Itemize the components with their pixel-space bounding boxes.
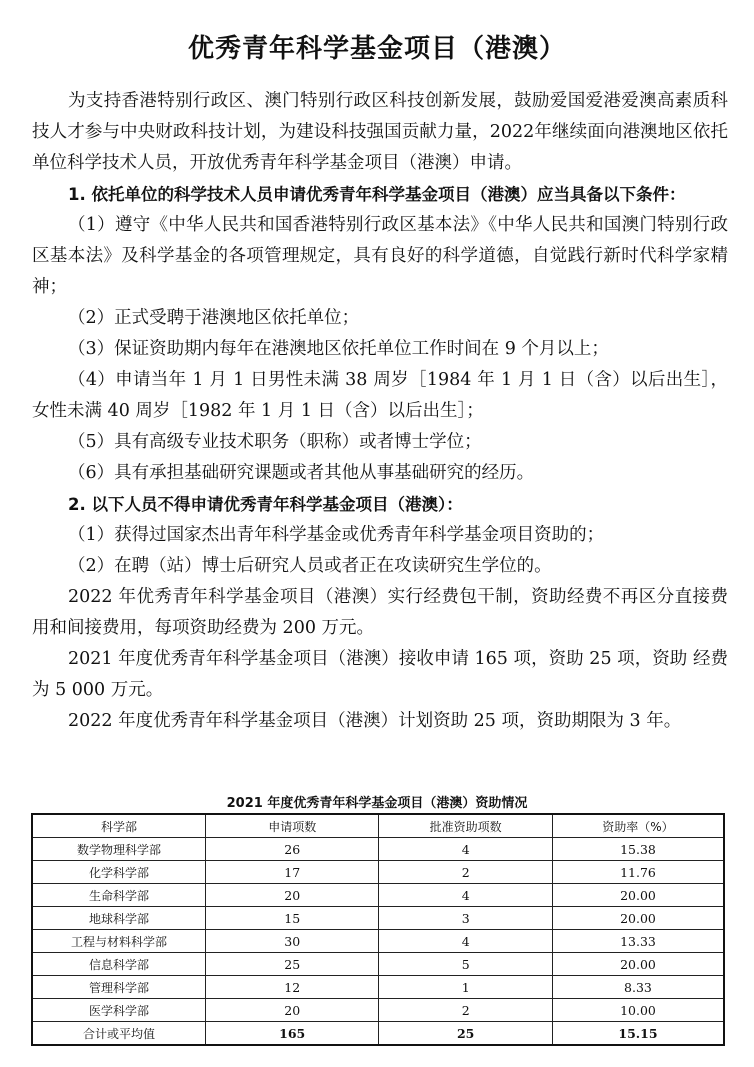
cell-department: 生命科学部: [32, 884, 205, 907]
intro-paragraph: 为支持香港特别行政区、澳门特别行政区科技创新发展，鼓励爱国爱港爱澳高素质科技人才参与中央财政科技计划，为建设科技强国贡献力量，2022年继续面向港澳地区依托单位科学技术人员，开放优秀青年科学基金项目（港澳）申请。: [32, 91, 728, 173]
cell-rate: 20.00: [552, 907, 724, 930]
table-header-row: [32, 814, 724, 838]
page-title: 优秀青年科学基金项目（港澳）: [187, 34, 566, 64]
cell-applications: 20: [205, 884, 379, 907]
cell-total-rate: 15.15: [552, 1022, 724, 1046]
column-header: 批准资助项数: [379, 814, 552, 838]
table-row: [32, 907, 724, 930]
cell-department: 管理科学部: [32, 976, 205, 999]
cell-approved: 3: [379, 907, 552, 930]
cell-approved: 1: [379, 976, 552, 999]
stats-2021-paragraph: 2021 年度优秀青年科学基金项目（港澳）接收申请 165 项，资助 25 项，资助 经费为 5 000 万元。: [32, 649, 728, 700]
condition-item: （6）具有承担基础研究课题或者其他从事基础研究的经历。: [68, 463, 535, 483]
cell-total-label: 合计或平均值: [32, 1022, 205, 1046]
column-header: 申请项数: [205, 814, 379, 838]
cell-department: 化学科学部: [32, 861, 205, 884]
funding-table: [31, 813, 725, 1046]
condition-item: （5）具有高级专业技术职务（职称）或者博士学位；: [68, 432, 482, 452]
section-heading-exclusions: 2. 以下人员不得申请优秀青年科学基金项目（港澳）：: [68, 495, 463, 514]
cell-total-approved: 25: [379, 1022, 552, 1046]
column-header: 资助率（%）: [552, 814, 724, 838]
cell-applications: 15: [205, 907, 379, 930]
table-caption: 2021 年度优秀青年科学基金项目（港澳）资助情况: [226, 796, 528, 811]
cell-rate: 20.00: [552, 884, 724, 907]
cell-approved: 2: [379, 999, 552, 1022]
cell-rate: 8.33: [552, 976, 724, 999]
table-total-row: [32, 1022, 724, 1046]
condition-item: （1）遵守《中华人民共和国香港特别行政区基本法》《中华人民共和国澳门特别行政区基本法》及科学基金的各项管理规定，具有良好的科学道德，自觉践行新时代科学家精神；: [32, 215, 728, 297]
cell-approved: 2: [379, 861, 552, 884]
cell-department: 数学物理科学部: [32, 838, 205, 861]
cell-rate: 15.38: [552, 838, 724, 861]
cell-applications: 30: [205, 930, 379, 953]
exclusion-item: （1）获得过国家杰出青年科学基金或优秀青年科学基金项目资助的；: [68, 525, 605, 545]
article-body: [32, 86, 728, 737]
cell-applications: 25: [205, 953, 379, 976]
cell-total-applications: 165: [205, 1022, 379, 1046]
plan-2022-paragraph: 2022 年度优秀青年科学基金项目（港澳）计划资助 25 项，资助期限为 3 年。: [68, 711, 682, 731]
cell-department: 信息科学部: [32, 953, 205, 976]
table-row: [32, 930, 724, 953]
cell-applications: 26: [205, 838, 379, 861]
condition-item: （4）申请当年 1 月 1 日男性未满 38 周岁［1984 年 1 月 1 日（含）以后出生］，女性未满 40 周岁［1982 年 1 月 1 日（含）以后出生］；: [32, 370, 728, 421]
cell-applications: 20: [205, 999, 379, 1022]
condition-item: （3）保证资助期内每年在港澳地区依托单位工作时间在 9 个月以上；: [68, 339, 609, 359]
table-row: [32, 861, 724, 884]
cell-department: 医学科学部: [32, 999, 205, 1022]
cell-department: 工程与材料科学部: [32, 930, 205, 953]
table-row: [32, 838, 724, 861]
cell-department: 地球科学部: [32, 907, 205, 930]
section-heading-eligibility: 1. 依托单位的科学技术人员申请优秀青年科学基金项目（港澳）应当具备以下条件：: [68, 185, 686, 204]
cell-applications: 12: [205, 976, 379, 999]
cell-rate: 11.76: [552, 861, 724, 884]
cell-rate: 20.00: [552, 953, 724, 976]
cell-approved: 5: [379, 953, 552, 976]
table-row: [32, 999, 724, 1022]
cell-approved: 4: [379, 838, 552, 861]
condition-item: （2）正式受聘于港澳地区依托单位；: [68, 308, 360, 328]
table-row: [32, 976, 724, 999]
funding-paragraph: 2022 年优秀青年科学基金项目（港澳）实行经费包干制，资助经费不再区分直接费用和间接费用，每项资助经费为 200 万元。: [32, 587, 728, 638]
column-header: 科学部: [32, 814, 205, 838]
exclusion-item: （2）在聘（站）博士后研究人员或者正在攻读研究生学位的。: [68, 556, 552, 576]
cell-approved: 4: [379, 930, 552, 953]
cell-rate: 10.00: [552, 999, 724, 1022]
table-row: [32, 884, 724, 907]
cell-rate: 13.33: [552, 930, 724, 953]
table-row: [32, 953, 724, 976]
cell-applications: 17: [205, 861, 379, 884]
cell-approved: 4: [379, 884, 552, 907]
